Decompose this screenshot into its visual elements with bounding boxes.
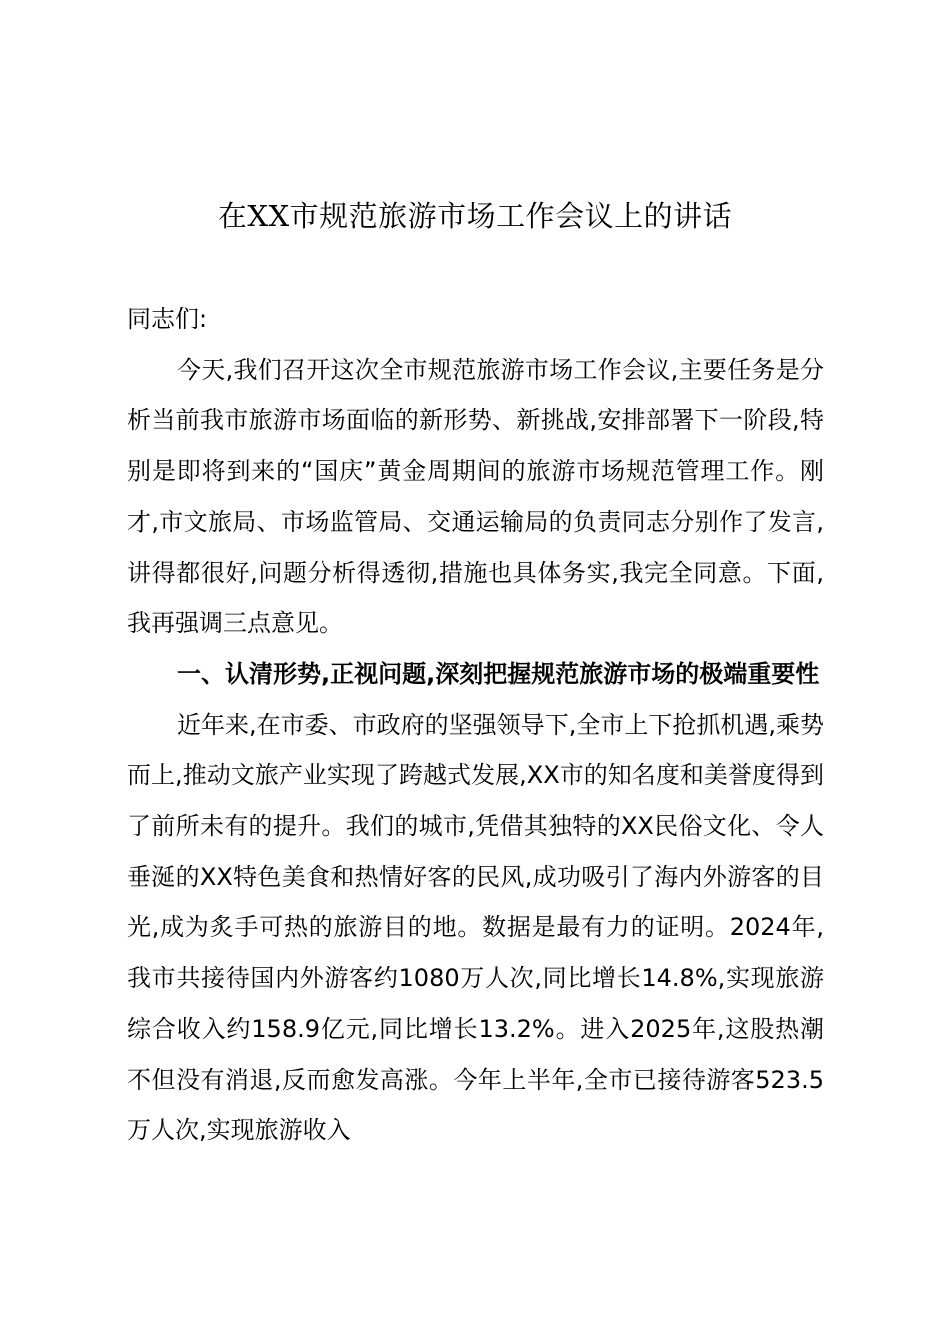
section-heading: 一、认清形势,正视问题,深刻把握规范旅游市场的极端重要性 xyxy=(177,659,820,688)
salutation: 同志们: xyxy=(127,305,208,333)
document-title: 在XX市规范旅游市场工作会议上的讲话 xyxy=(217,199,733,233)
document-body xyxy=(127,294,824,1156)
paragraph-situation: 近年来,在市委、市政府的坚强领导下,全市上下抢抓机遇,乘势而上,推动文旅产业实现了跨越式发展,XX市的知名度和美誉度得到了前所未有的提升。我们的城市,凭借其独特的XX民俗文化、令人垂涎的XX特色美食和热情好客的民风,成功吸引了海内外游客的目光,成为炙手可热的旅游目的地。数据是最有力的证明。2024年,我市共接待国内外游客约1080万人次,同比增长14.8%,实现旅游综合收入约158.9亿元,同比增长13.2%。进入2025年,这股热潮不但没有消退,反而愈发高涨。今年上半年,全市已接待游客523.5万人次,实现旅游收入 xyxy=(127,710,824,1145)
paragraph-intro: 今天,我们召开这次全市规范旅游市场工作会议,主要任务是分析当前我市旅游市场面临的新形势、新挑战,安排部署下一阶段,特别是即将到来的“国庆”黄金周期间的旅游市场规范管理工作。刚才,市文旅局、市场监管局、交通运输局的负责同志分别作了发言,讲得都很好,问题分析得透彻,措施也具体务实,我完全同意。下面,我再强调三点意见。 xyxy=(127,355,824,638)
